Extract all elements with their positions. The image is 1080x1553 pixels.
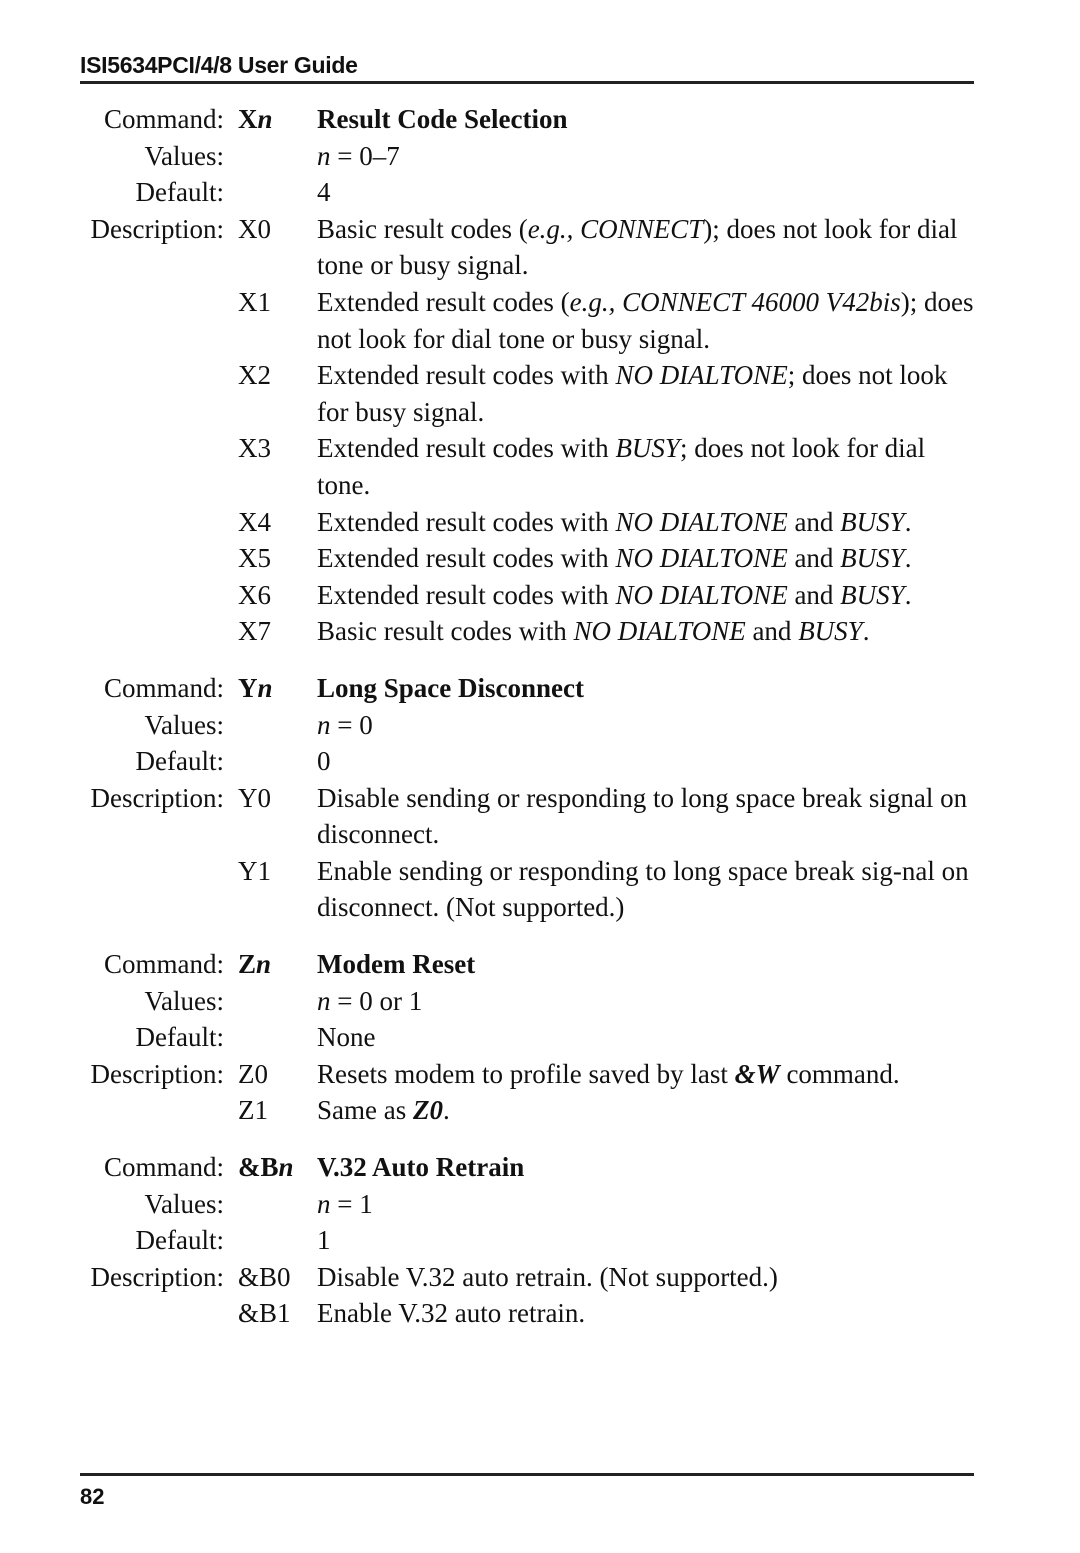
values-row: [0, 983, 1080, 1020]
values-text: [317, 138, 977, 175]
setting-description: [317, 430, 977, 503]
default-value: 1: [317, 1225, 331, 1256]
setting-code: Y0: [238, 782, 271, 813]
command-code: [224, 1149, 317, 1186]
setting-description: [317, 1092, 977, 1129]
command-row: [0, 101, 1080, 138]
values-label: Values:: [144, 140, 224, 171]
command-label: Command:: [104, 104, 224, 134]
description-text: .: [862, 616, 870, 647]
command-code: [224, 946, 317, 983]
command-row: [0, 946, 1080, 983]
description-text: Extended result codes with: [317, 433, 616, 464]
description-text: ); does not look for dial tone or busy signal.: [317, 213, 958, 281]
description-row: [0, 780, 1080, 853]
description-row: [0, 357, 1080, 430]
description-text: Basic result codes (: [317, 213, 528, 244]
emphasis-text: NO DIALTONE: [615, 543, 788, 574]
values-text: [317, 1186, 977, 1223]
description-text: command.: [779, 1058, 900, 1089]
values-text: [317, 983, 977, 1020]
description-label: Description:: [90, 1261, 224, 1292]
command-letter: Y: [238, 672, 258, 703]
command-section: [0, 670, 1080, 926]
description-text: .: [904, 506, 912, 537]
description-text: Extended result codes with: [317, 543, 616, 574]
command-section: [0, 101, 1080, 650]
command-code: [224, 101, 317, 138]
default-label: Default:: [135, 1022, 224, 1053]
emphasis-text: Z0: [412, 1095, 443, 1126]
values-row: [0, 138, 1080, 175]
command-row: [0, 1149, 1080, 1186]
setting-description: [317, 357, 977, 430]
setting-code: &B1: [238, 1298, 291, 1329]
description-row: [0, 540, 1080, 577]
description-text: .: [442, 1095, 450, 1126]
description-text: Extended result codes with: [317, 506, 616, 537]
description-row: [0, 1259, 1080, 1296]
values-range: = 0: [330, 709, 373, 740]
default-value: 4: [317, 177, 331, 208]
description-text: ; does not look for dial tone.: [317, 433, 926, 500]
command-row: [0, 670, 1080, 707]
command-title: Long Space Disconnect: [317, 672, 585, 703]
description-text: and: [745, 616, 799, 647]
command-section: [0, 946, 1080, 1129]
values-range: = 1: [330, 1188, 373, 1219]
emphasis-text: NO DIALTONE: [615, 360, 788, 391]
setting-description: [317, 540, 977, 577]
command-title: Result Code Selection: [317, 104, 568, 134]
setting-description: [317, 780, 977, 853]
description-label: Description:: [90, 213, 224, 244]
description-text: and: [787, 543, 841, 574]
description-text: Disable sending or responding to long space break signal on disconnect.: [317, 782, 968, 850]
description-text: Enable sending or responding to long space break sig-nal on disconnect. (Not supported.): [317, 855, 969, 923]
default-label: Default:: [135, 746, 224, 777]
setting-description: [317, 284, 977, 357]
setting-code: X7: [238, 616, 271, 647]
setting-description: [317, 1259, 977, 1296]
default-row: [0, 743, 1080, 780]
setting-description: [317, 1295, 977, 1332]
command-letter: Z: [238, 949, 257, 980]
description-text: .: [904, 543, 912, 574]
description-text: .: [904, 579, 912, 610]
default-value: 0: [317, 746, 331, 777]
default-row: [0, 1222, 1080, 1259]
setting-code: X2: [238, 360, 271, 391]
description-row: [0, 284, 1080, 357]
values-variable: n: [317, 1188, 331, 1219]
command-title: Modem Reset: [317, 949, 476, 980]
default-label: Default:: [135, 1225, 224, 1256]
setting-description: [317, 504, 977, 541]
emphasis-text: BUSY: [798, 616, 863, 647]
setting-description: [317, 853, 977, 926]
description-text: Disable V.32 auto retrain. (Not supported.): [317, 1261, 778, 1292]
values-variable: n: [317, 709, 331, 740]
description-row: [0, 504, 1080, 541]
description-row: [0, 577, 1080, 614]
default-row: [0, 174, 1080, 211]
command-variable: n: [257, 104, 273, 134]
description-row: [0, 613, 1080, 650]
description-text: Extended result codes with: [317, 360, 616, 391]
default-value: None: [317, 1022, 376, 1053]
description-row: [0, 1092, 1080, 1129]
default-row: [0, 1019, 1080, 1056]
description-row: [0, 853, 1080, 926]
description-row: [0, 211, 1080, 284]
emphasis-text: &W: [734, 1058, 780, 1089]
values-label: Values:: [144, 709, 224, 740]
values-row: [0, 1186, 1080, 1223]
footer-rule: [80, 1473, 974, 1476]
emphasis-text: e.g., CONNECT 46000 V42bis: [569, 286, 901, 317]
command-code: [224, 670, 317, 707]
command-reference: [0, 101, 1080, 1352]
description-text: Resets modem to profile saved by last: [317, 1058, 735, 1089]
command-title: V.32 Auto Retrain: [317, 1152, 525, 1183]
values-range: = 0–7: [330, 140, 400, 171]
page-number: 82: [80, 1484, 105, 1509]
description-row: [0, 1056, 1080, 1093]
values-variable: n: [317, 140, 331, 171]
description-row: [0, 430, 1080, 503]
command-letter: &B: [238, 1152, 279, 1183]
description-label: Description:: [90, 1058, 224, 1089]
emphasis-text: e.g., CONNECT: [527, 213, 704, 244]
setting-code: &B0: [238, 1261, 291, 1292]
setting-code: X5: [238, 543, 271, 574]
description-text: Basic result codes with: [317, 616, 574, 647]
setting-code: Y1: [238, 855, 271, 886]
values-label: Values:: [144, 1188, 224, 1219]
values-variable: n: [317, 985, 331, 1016]
setting-code: X1: [238, 286, 271, 317]
values-range: = 0 or 1: [330, 985, 423, 1016]
description-label: Description:: [90, 782, 224, 813]
command-label: Command:: [104, 949, 224, 980]
setting-description: [317, 1056, 977, 1093]
description-text: Extended result codes (: [317, 286, 570, 317]
description-text: Extended result codes with: [317, 579, 616, 610]
command-letter: X: [238, 104, 258, 134]
setting-code: Z0: [238, 1058, 268, 1089]
description-text: and: [787, 579, 841, 610]
setting-code: Z1: [238, 1095, 268, 1126]
values-text: [317, 707, 977, 744]
description-text: Same as: [317, 1095, 413, 1126]
emphasis-text: BUSY: [840, 579, 905, 610]
emphasis-text: BUSY: [840, 543, 905, 574]
values-label: Values:: [144, 985, 224, 1016]
emphasis-text: NO DIALTONE: [615, 579, 788, 610]
description-text: and: [787, 506, 841, 537]
command-label: Command:: [104, 672, 224, 703]
setting-code: X6: [238, 579, 271, 610]
emphasis-text: NO DIALTONE: [573, 616, 746, 647]
values-row: [0, 707, 1080, 744]
command-variable: n: [278, 1152, 294, 1183]
command-variable: n: [256, 949, 272, 980]
header-rule: [80, 81, 974, 84]
description-text: ; does not look for busy signal.: [317, 360, 948, 427]
command-label: Command:: [104, 1152, 224, 1183]
setting-description: [317, 211, 977, 284]
emphasis-text: BUSY: [840, 506, 905, 537]
setting-description: [317, 613, 977, 650]
setting-code: X4: [238, 506, 271, 537]
command-section: [0, 1149, 1080, 1332]
default-label: Default:: [135, 177, 224, 208]
setting-description: [317, 577, 977, 614]
description-text: ); does not look for dial tone or busy signal.: [317, 286, 974, 354]
setting-code: X3: [238, 433, 271, 464]
emphasis-text: NO DIALTONE: [615, 506, 788, 537]
emphasis-text: BUSY: [615, 433, 680, 464]
page-header-title: ISI5634PCI/4/8 User Guide: [80, 52, 358, 78]
setting-code: X0: [238, 213, 271, 244]
command-variable: n: [257, 672, 273, 703]
description-text: Enable V.32 auto retrain.: [317, 1298, 586, 1329]
description-row: [0, 1295, 1080, 1332]
